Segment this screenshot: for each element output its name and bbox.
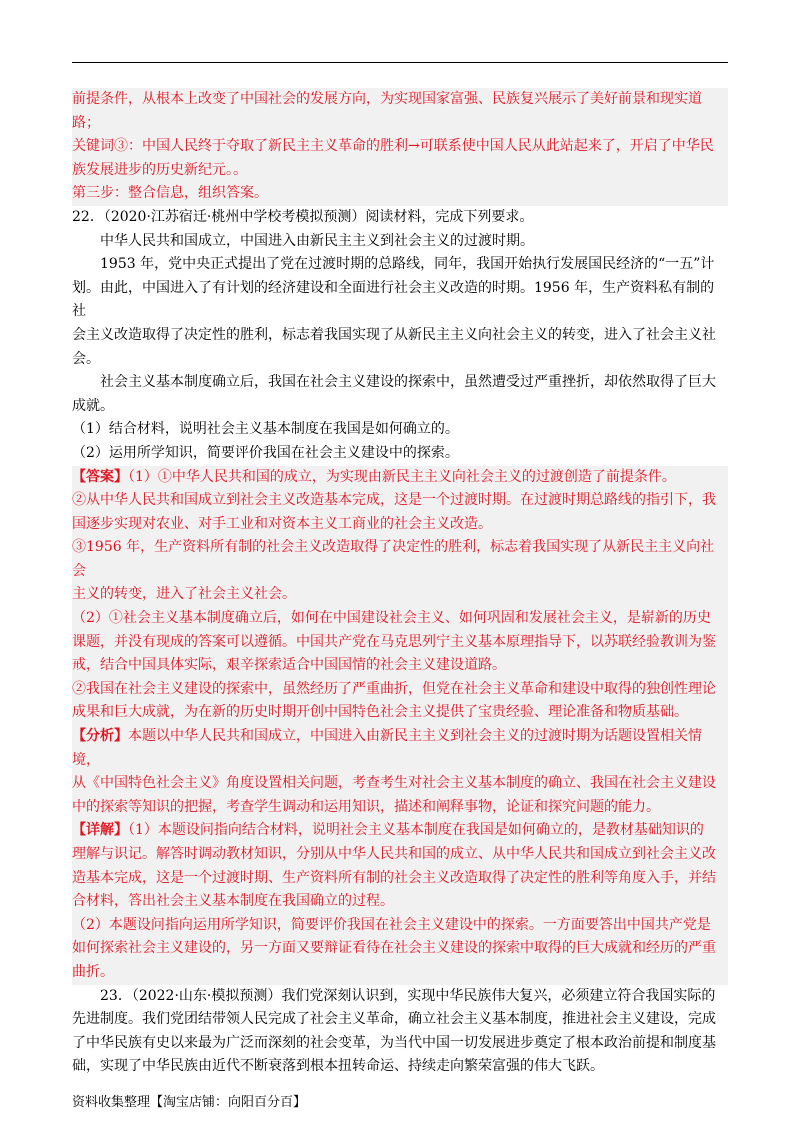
prev-line: 关键词③：中国人民终于夺取了新民主主义革命的胜利→可联系使中国人民从此站起来了，开启了中华民 [72,138,714,155]
header-rule [72,62,728,63]
detail-line: 曲折。 [72,963,114,980]
prev-line: 族发展进步的历史新纪元。。 [72,161,247,178]
answer-line: 课题，并没有现成的答案可以遵循。中国共产党在马克思列宁主义基本原理指导下，以苏联经验教训为鉴 [72,633,716,650]
q23-line: 础，实现了中华民族由近代不断衰落到根本扭转命运、持续走向繁荣富强的伟大飞跃。 [72,1058,604,1075]
q23-line: 23．（2022·山东·模拟预测）我们党深刻认识到，实现中华民族伟大复兴，必须建立符合我国实际的 [100,987,716,1004]
answer-tag: 【答案】 [72,468,128,485]
analysis-tag: 【分析】 [72,728,128,745]
detail-line: 理解与识记。解答时调动教材知识，分别从中华人民共和国的成立、从中华人民共和国成立到社会主义改 [72,846,716,862]
answer-line: 戒，结合中国具体实际，艰辛探索适合中国国情的社会主义建设道路。 [72,657,506,674]
answer-line: ②我国在社会主义建设的探索中，虽然经历了严重曲折，但党在社会主义革命和建设中取得的独创性理论 [72,680,716,697]
analysis-text: 本题以中华人民共和国成立，中国进入由新民主主义到社会主义的过渡时期为话题设置相关情境， [72,728,702,768]
q23-line: 先进制度。我们党团结带领人民完成了社会主义革命，确立社会主义基本制度，推进社会主义建设，完成 [72,1011,716,1028]
answer-line [72,466,728,490]
answer-line: 成果和巨大成就，为在新的历史时期开创中国特色社会主义提供了宝贵经验、理论准备和物质基础。 [72,704,688,721]
analysis-line: 从《中国特色社会主义》角度设置相关问题，考查考生对社会主义基本制度的确立、我国在社会主义建设 [72,775,716,792]
subquestion-2: （2）运用所学知识，简要评价我国在社会主义建设中的探索。 [72,444,459,461]
detail-line [72,819,728,843]
material-line: 会主义改造取得了决定性的胜利，标志着我国实现了从新民主主义向社会主义的转变，进入了社会主义社 [72,326,716,343]
material-line: 社会主义基本制度确立后，我国在社会主义建设的探索中，虽然遭受过严重挫折，却依然取得了巨大 [100,374,716,391]
question-source: （2020·江苏宿迁·桃州中学校考模拟预测）阅读材料，完成下列要求。 [103,208,534,225]
detail-text: （1）本题设问指向结合材料，说明社会主义基本制度在我国是如何确立的，是教材基础知识的 [128,822,704,839]
answer-line: 主义的转变，进入了社会主义社会。 [72,586,296,603]
detail-tag: 【详解】 [72,822,128,839]
q22-material [72,230,728,419]
step3-line: 第三步：整合信息，组织答案。 [72,185,268,202]
detail-line: 造基本完成，这是一个过渡时期、生产资料所有制的社会主义改造取得了决定性的胜利等角度入手，并结 [72,869,716,886]
material-paragraph: 中华人民共和国成立，中国进入由新民主主义到社会主义的过渡时期。 [100,232,534,249]
material-line: 划。由此，中国进入了有计划的经济建设和全面进行社会主义改造的时期。1956 年，生产资料私有制的社 [72,279,715,320]
material-line: 成就。 [72,397,114,414]
question-number: 22． [72,208,104,225]
prev-line: 前提条件，从根本上改变了中国社会的发展方向，为实现国家富强、民族复兴展示了美好前景和现实道路； [72,91,702,131]
question-23 [72,985,728,1079]
answer-line: ②从中华人民共和国成立到社会主义改造基本完成，这是一个过渡时期。在过渡时期总路线的指引下，我 [72,492,716,509]
analysis-line [72,725,728,772]
question-22-header [72,206,728,230]
answer-text: （1）①中华人民共和国的成立，为实现由新民主主义向社会主义的过渡创造了前提条件。 [128,468,676,485]
answer-line: （2）①社会主义基本制度确立后，如何在中国建设社会主义、如何巩固和发展社会主义，是崭新的历史 [72,610,711,627]
detail-line: 合材料，答出社会主义基本制度在我国确立的过程。 [72,893,394,910]
q23-line: 了中华民族有史以来最为广泛而深刻的社会变革，为当代中国一切发展进步奠定了根本政治前提和制度基 [72,1034,716,1051]
material-line: 会。 [72,350,100,367]
material-line: 1953 年，党中央正式提出了党在过渡时期的总路线，同年，我国开始执行发展国民经济的“一五”计 [100,256,715,273]
answer-block [72,466,728,985]
document-page [72,88,728,1079]
answer-line: ③1956 年，生产资料所有制的社会主义改造取得了决定性的胜利，标志着我国实现了从新民主主义向社会 [72,539,715,579]
detail-line: 如何探索社会主义建设的，另一方面又要辩证看待在社会主义建设的探索中取得的巨大成就和经历的严重 [72,940,716,957]
detail-line: （2）本题设问指向运用所学知识，简要评价我国在社会主义建设中的探索。一方面要答出中国共产党是 [72,916,711,933]
subquestion-1: （1）结合材料，说明社会主义基本制度在我国是如何确立的。 [72,421,459,438]
prev-answer-block [72,88,728,206]
analysis-line: 中的探索等知识的把握，考查学生调动和运用知识，描述和阐释事物，论证和探究问题的能力。 [72,798,660,815]
answer-line: 国逐步实现对农业、对手工业和对资本主义工商业的社会主义改造。 [72,515,492,532]
footer-text: 资料收集整理【淘宝店铺：向阳百分百】 [72,1095,307,1110]
